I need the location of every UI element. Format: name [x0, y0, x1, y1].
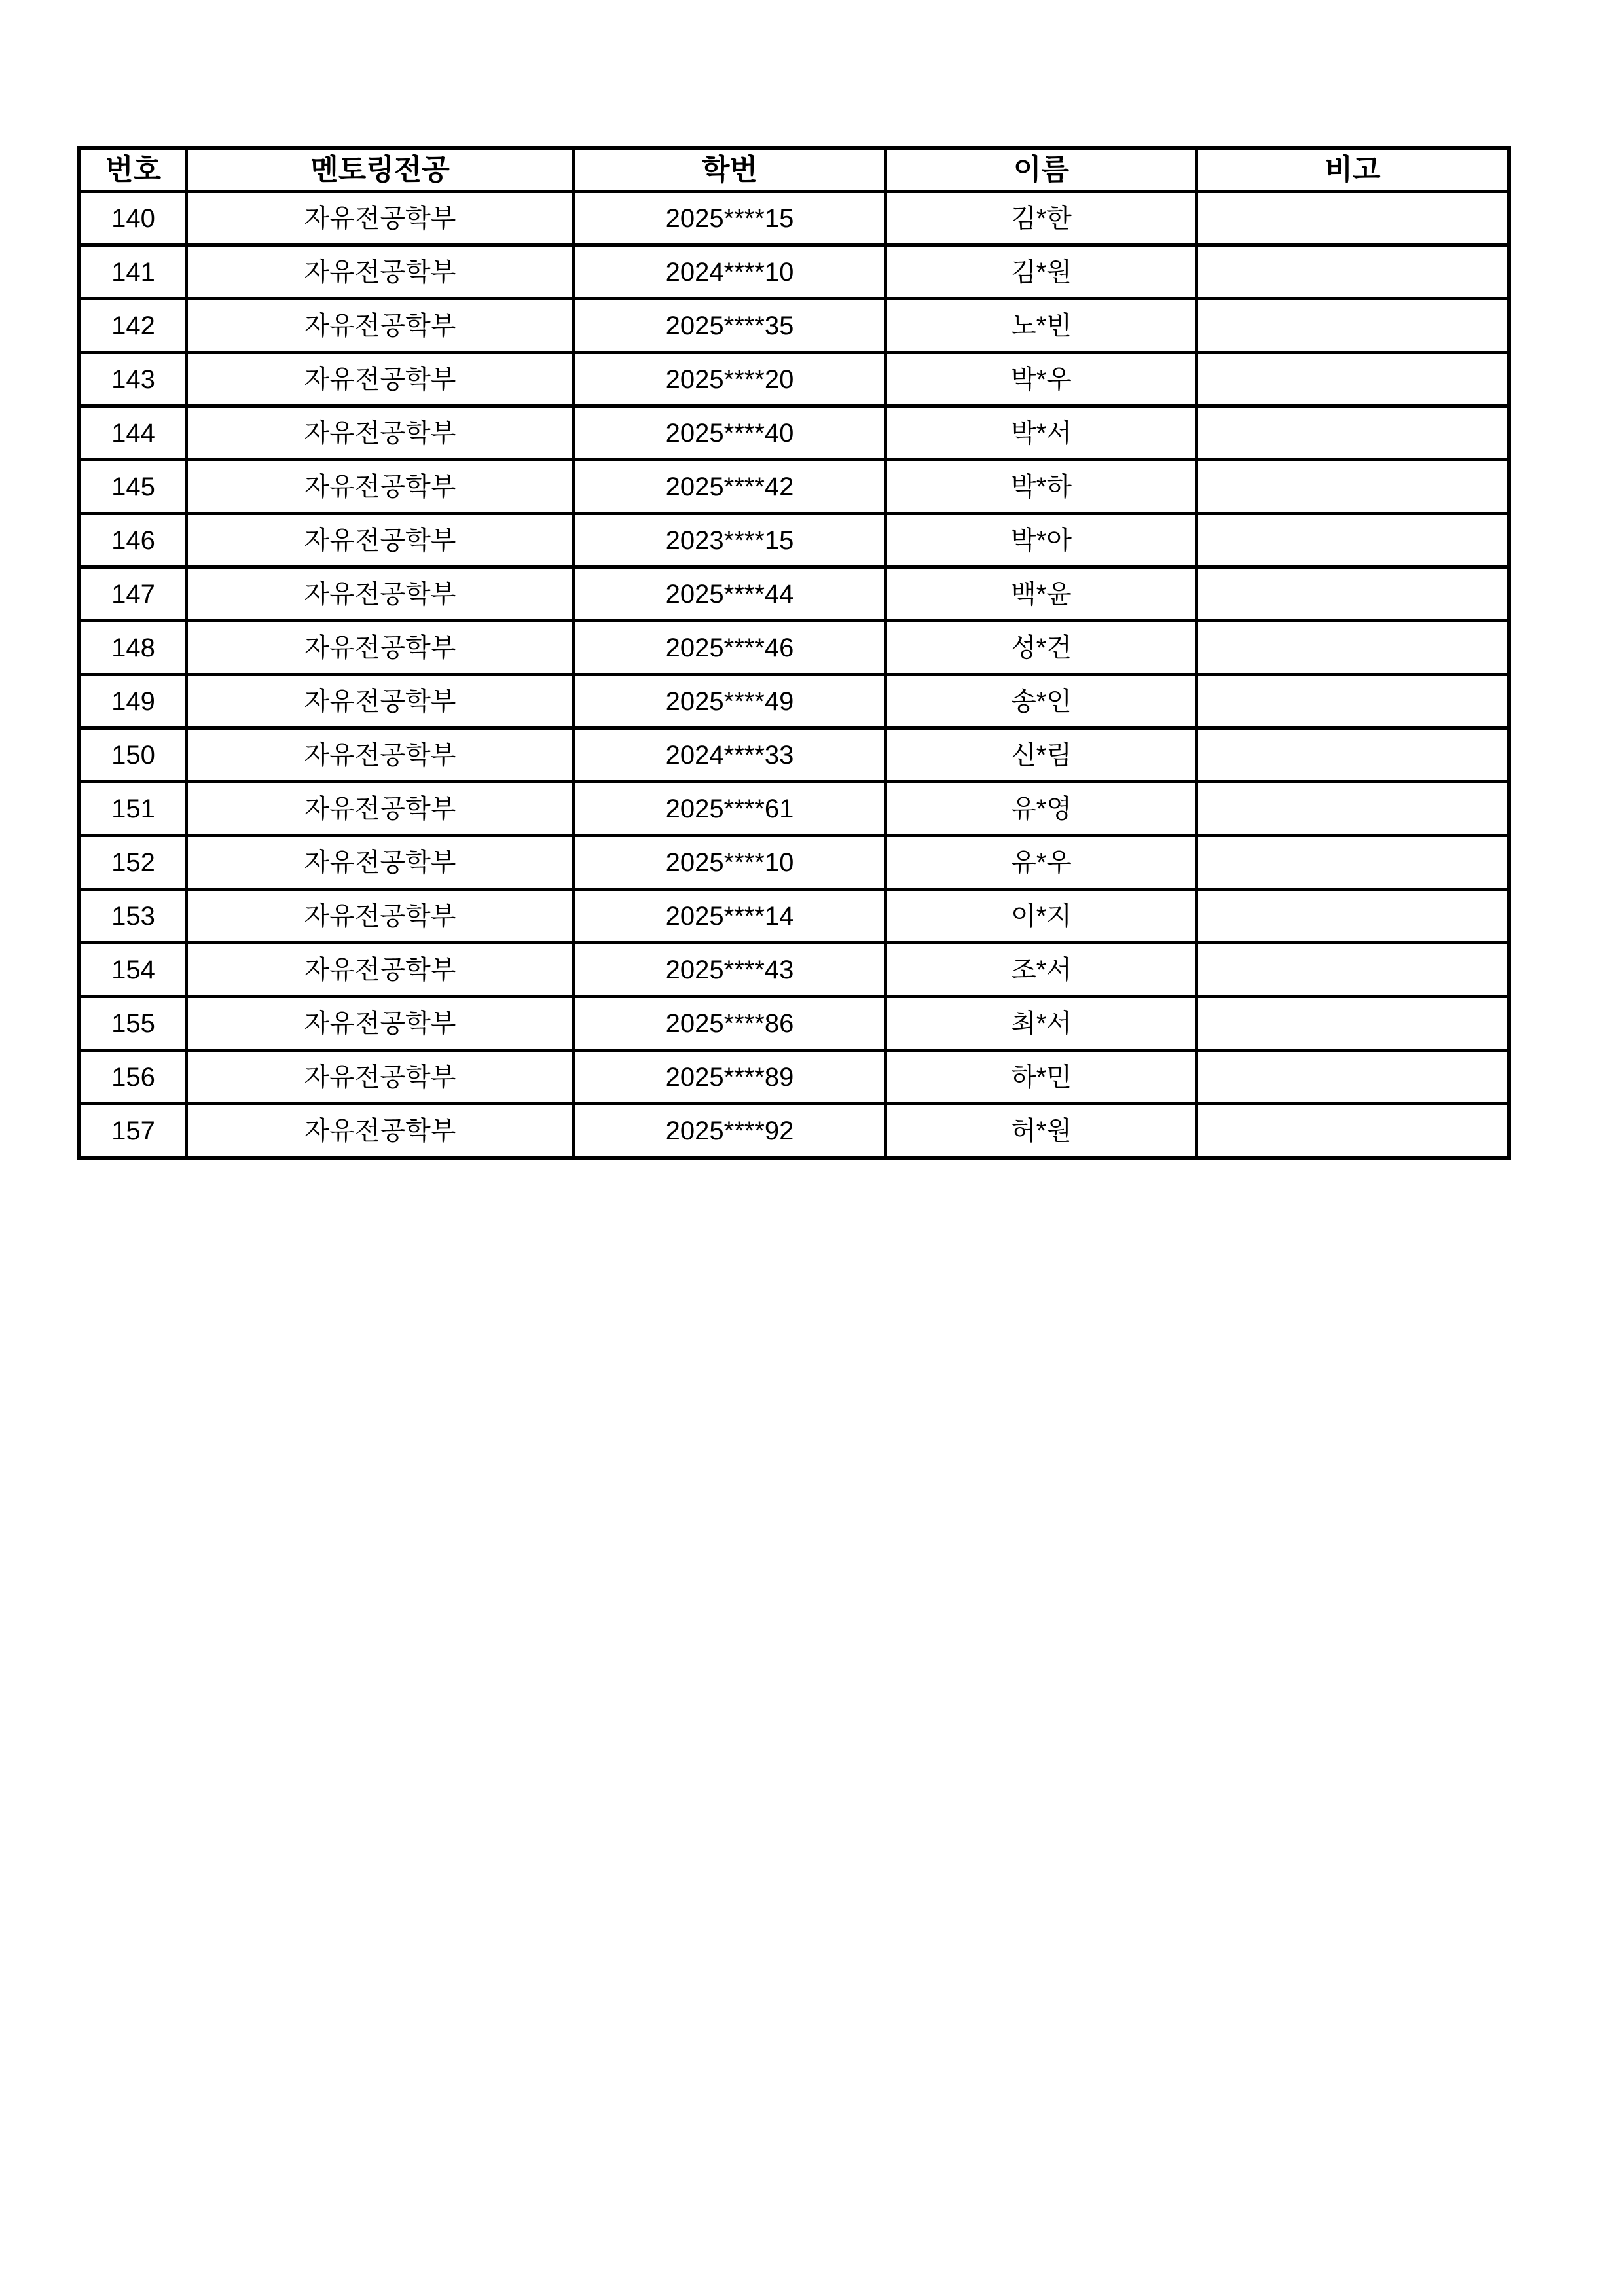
cell-note	[1197, 997, 1509, 1050]
cell-note	[1197, 299, 1509, 353]
table-body	[79, 192, 1509, 1158]
table-row	[79, 782, 1509, 836]
cell-name: 하*민	[886, 1050, 1197, 1104]
cell-note	[1197, 514, 1509, 567]
cell-name: 허*원	[886, 1104, 1197, 1158]
cell-student-id: 2024****33	[574, 728, 886, 782]
column-header-major: 멘토링전공	[187, 148, 574, 192]
cell-major: 자유전공학부	[187, 1050, 574, 1104]
cell-student-id: 2023****15	[574, 514, 886, 567]
cell-name: 김*원	[886, 245, 1197, 299]
header-row	[79, 148, 1509, 192]
cell-no: 155	[79, 997, 187, 1050]
cell-name: 성*건	[886, 621, 1197, 675]
table-row	[79, 353, 1509, 406]
table-row	[79, 728, 1509, 782]
cell-student-id: 2025****89	[574, 1050, 886, 1104]
cell-no: 144	[79, 406, 187, 460]
column-header-name: 이름	[886, 148, 1197, 192]
cell-no: 152	[79, 836, 187, 889]
table-row	[79, 245, 1509, 299]
cell-major: 자유전공학부	[187, 1104, 574, 1158]
table-row	[79, 460, 1509, 514]
table-row	[79, 1104, 1509, 1158]
table-row	[79, 943, 1509, 997]
table-row	[79, 889, 1509, 943]
column-header-note: 비고	[1197, 148, 1509, 192]
cell-name: 박*하	[886, 460, 1197, 514]
cell-name: 박*서	[886, 406, 1197, 460]
cell-no: 150	[79, 728, 187, 782]
table-row	[79, 299, 1509, 353]
cell-student-id: 2025****20	[574, 353, 886, 406]
cell-student-id: 2025****40	[574, 406, 886, 460]
cell-name: 박*우	[886, 353, 1197, 406]
cell-major: 자유전공학부	[187, 460, 574, 514]
cell-name: 조*서	[886, 943, 1197, 997]
cell-major: 자유전공학부	[187, 889, 574, 943]
cell-no: 142	[79, 299, 187, 353]
cell-note	[1197, 1104, 1509, 1158]
cell-no: 153	[79, 889, 187, 943]
cell-note	[1197, 943, 1509, 997]
cell-major: 자유전공학부	[187, 621, 574, 675]
cell-student-id: 2025****42	[574, 460, 886, 514]
table-row	[79, 621, 1509, 675]
cell-student-id: 2025****86	[574, 997, 886, 1050]
cell-name: 박*아	[886, 514, 1197, 567]
cell-name: 송*인	[886, 675, 1197, 728]
cell-major: 자유전공학부	[187, 406, 574, 460]
cell-note	[1197, 836, 1509, 889]
cell-note	[1197, 1050, 1509, 1104]
cell-note	[1197, 782, 1509, 836]
cell-name: 김*한	[886, 192, 1197, 245]
table-row	[79, 836, 1509, 889]
cell-note	[1197, 192, 1509, 245]
cell-major: 자유전공학부	[187, 353, 574, 406]
cell-major: 자유전공학부	[187, 997, 574, 1050]
cell-major: 자유전공학부	[187, 782, 574, 836]
cell-name: 노*빈	[886, 299, 1197, 353]
table-row	[79, 675, 1509, 728]
cell-major: 자유전공학부	[187, 728, 574, 782]
cell-no: 141	[79, 245, 187, 299]
cell-student-id: 2025****43	[574, 943, 886, 997]
cell-student-id: 2025****15	[574, 192, 886, 245]
table-row	[79, 192, 1509, 245]
cell-note	[1197, 567, 1509, 621]
cell-major: 자유전공학부	[187, 943, 574, 997]
cell-no: 146	[79, 514, 187, 567]
table-row	[79, 1050, 1509, 1104]
cell-name: 이*지	[886, 889, 1197, 943]
cell-name: 백*윤	[886, 567, 1197, 621]
cell-no: 156	[79, 1050, 187, 1104]
cell-student-id: 2025****92	[574, 1104, 886, 1158]
cell-name: 신*림	[886, 728, 1197, 782]
table-row	[79, 567, 1509, 621]
table-row	[79, 514, 1509, 567]
cell-student-id: 2025****10	[574, 836, 886, 889]
cell-student-id: 2025****49	[574, 675, 886, 728]
cell-student-id: 2025****44	[574, 567, 886, 621]
table-row	[79, 406, 1509, 460]
cell-note	[1197, 353, 1509, 406]
cell-major: 자유전공학부	[187, 836, 574, 889]
cell-name: 최*서	[886, 997, 1197, 1050]
cell-no: 140	[79, 192, 187, 245]
cell-no: 151	[79, 782, 187, 836]
cell-major: 자유전공학부	[187, 299, 574, 353]
table-row	[79, 997, 1509, 1050]
cell-no: 145	[79, 460, 187, 514]
cell-note	[1197, 728, 1509, 782]
cell-name: 유*우	[886, 836, 1197, 889]
cell-name: 유*영	[886, 782, 1197, 836]
cell-note	[1197, 889, 1509, 943]
cell-note	[1197, 460, 1509, 514]
cell-student-id: 2025****35	[574, 299, 886, 353]
cell-student-id: 2025****61	[574, 782, 886, 836]
mentee-roster-table	[77, 146, 1511, 1160]
cell-major: 자유전공학부	[187, 675, 574, 728]
cell-note	[1197, 406, 1509, 460]
cell-note	[1197, 675, 1509, 728]
cell-student-id: 2025****46	[574, 621, 886, 675]
cell-no: 157	[79, 1104, 187, 1158]
cell-note	[1197, 621, 1509, 675]
cell-no: 143	[79, 353, 187, 406]
column-header-no: 번호	[79, 148, 187, 192]
cell-student-id: 2025****14	[574, 889, 886, 943]
cell-no: 148	[79, 621, 187, 675]
cell-major: 자유전공학부	[187, 514, 574, 567]
cell-no: 154	[79, 943, 187, 997]
column-header-student-id: 학번	[574, 148, 886, 192]
cell-no: 147	[79, 567, 187, 621]
cell-note	[1197, 245, 1509, 299]
cell-major: 자유전공학부	[187, 192, 574, 245]
cell-student-id: 2024****10	[574, 245, 886, 299]
cell-major: 자유전공학부	[187, 567, 574, 621]
cell-major: 자유전공학부	[187, 245, 574, 299]
cell-no: 149	[79, 675, 187, 728]
